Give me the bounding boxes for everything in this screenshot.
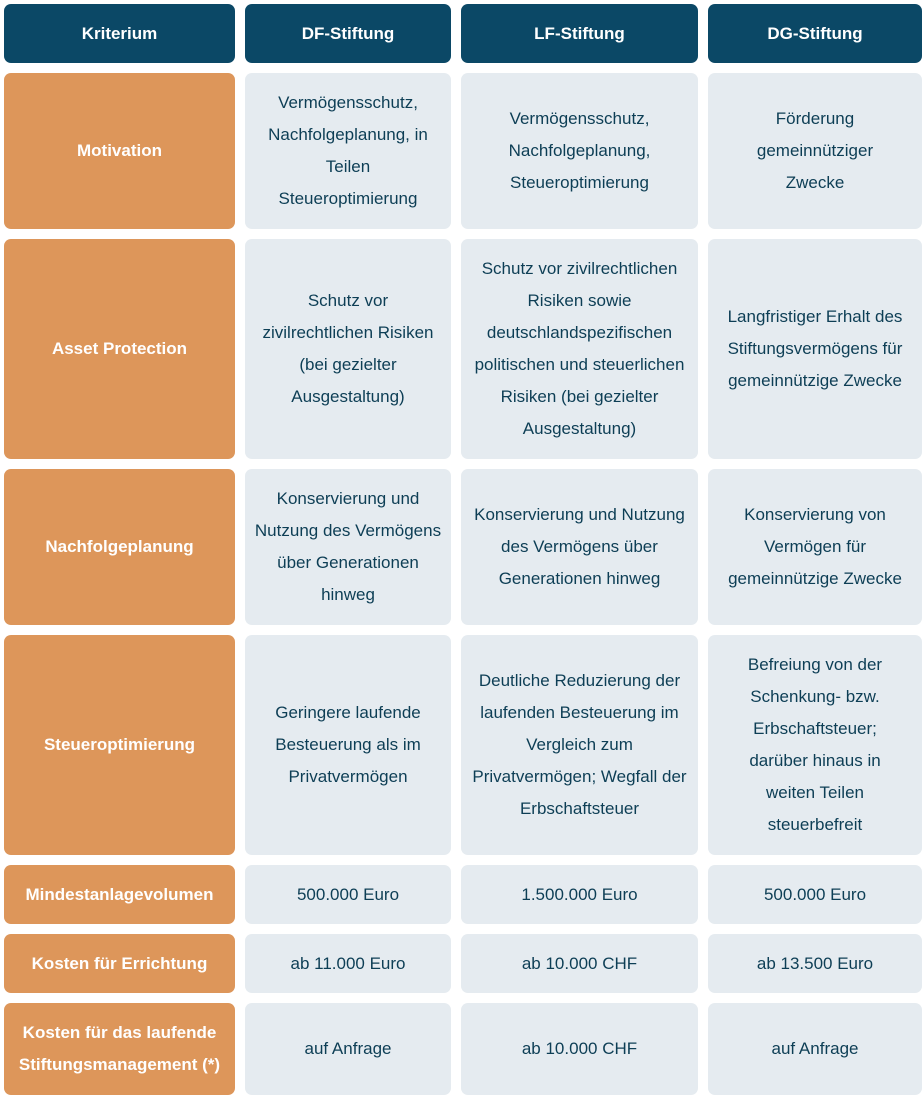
cell-asset-protection-lf: Schutz vor zivilrechtlichen Risiken sowie deutschlandspezifischen politischen und steuerlichen Risiken (bei gezielter Ausgestaltung) <box>461 239 698 459</box>
criterion-motivation: Motivation <box>4 73 235 229</box>
cell-mindestanlagevolumen-lf: 1.500.000 Euro <box>461 865 698 924</box>
cell-nachfolgeplanung-lf: Konservierung und Nutzung des Vermögens über Generationen hinweg <box>461 469 698 625</box>
cell-steueroptimierung-df: Geringere laufende Besteuerung als im Privatvermögen <box>245 635 451 855</box>
criterion-nachfolgeplanung: Nachfolgeplanung <box>4 469 235 625</box>
cell-asset-protection-dg: Langfristiger Erhalt des Stiftungsvermögens für gemeinnützige Zwecke <box>708 239 922 459</box>
cell-motivation-dg: Förderung gemeinnütziger Zwecke <box>708 73 922 229</box>
header-criterion: Kriterium <box>4 4 235 63</box>
cell-mindestanlagevolumen-df: 500.000 Euro <box>245 865 451 924</box>
criterion-steueroptimierung: Steueroptimierung <box>4 635 235 855</box>
cell-nachfolgeplanung-dg: Konservierung von Vermögen für gemeinnützige Zwecke <box>708 469 922 625</box>
cell-asset-protection-df: Schutz vor zivilrechtlichen Risiken (bei gezielter Ausgestaltung) <box>245 239 451 459</box>
cell-kosten-errichtung-df: ab 11.000 Euro <box>245 934 451 993</box>
criterion-kosten-errichtung: Kosten für Errichtung <box>4 934 235 993</box>
criterion-kosten-stiftungsmanagement: Kosten für das laufende Stiftungsmanagement (*) <box>4 1003 235 1095</box>
cell-motivation-df: Vermögensschutz, Nachfolgeplanung, in Teilen Steueroptimierung <box>245 73 451 229</box>
cell-steueroptimierung-dg: Befreiung von der Schenkung- bzw. Erbschaftsteuer; darüber hinaus in weiten Teilen steuerbefreit <box>708 635 922 855</box>
header-dg-stiftung: DG-Stiftung <box>708 4 922 63</box>
criterion-mindestanlagevolumen: Mindestanlagevolumen <box>4 865 235 924</box>
cell-kosten-errichtung-lf: ab 10.000 CHF <box>461 934 698 993</box>
criterion-asset-protection: Asset Protection <box>4 239 235 459</box>
cell-kosten-stiftungsmanagement-dg: auf Anfrage <box>708 1003 922 1095</box>
header-lf-stiftung: LF-Stiftung <box>461 4 698 63</box>
cell-motivation-lf: Vermögensschutz, Nachfolgeplanung, Steueroptimierung <box>461 73 698 229</box>
cell-steueroptimierung-lf: Deutliche Reduzierung der laufenden Besteuerung im Vergleich zum Privatvermögen; Wegfall der Erbschaftsteuer <box>461 635 698 855</box>
cell-kosten-errichtung-dg: ab 13.500 Euro <box>708 934 922 993</box>
header-df-stiftung: DF-Stiftung <box>245 4 451 63</box>
cell-mindestanlagevolumen-dg: 500.000 Euro <box>708 865 922 924</box>
cell-nachfolgeplanung-df: Konservierung und Nutzung des Vermögens über Generationen hinweg <box>245 469 451 625</box>
cell-kosten-stiftungsmanagement-lf: ab 10.000 CHF <box>461 1003 698 1095</box>
cell-kosten-stiftungsmanagement-df: auf Anfrage <box>245 1003 451 1095</box>
